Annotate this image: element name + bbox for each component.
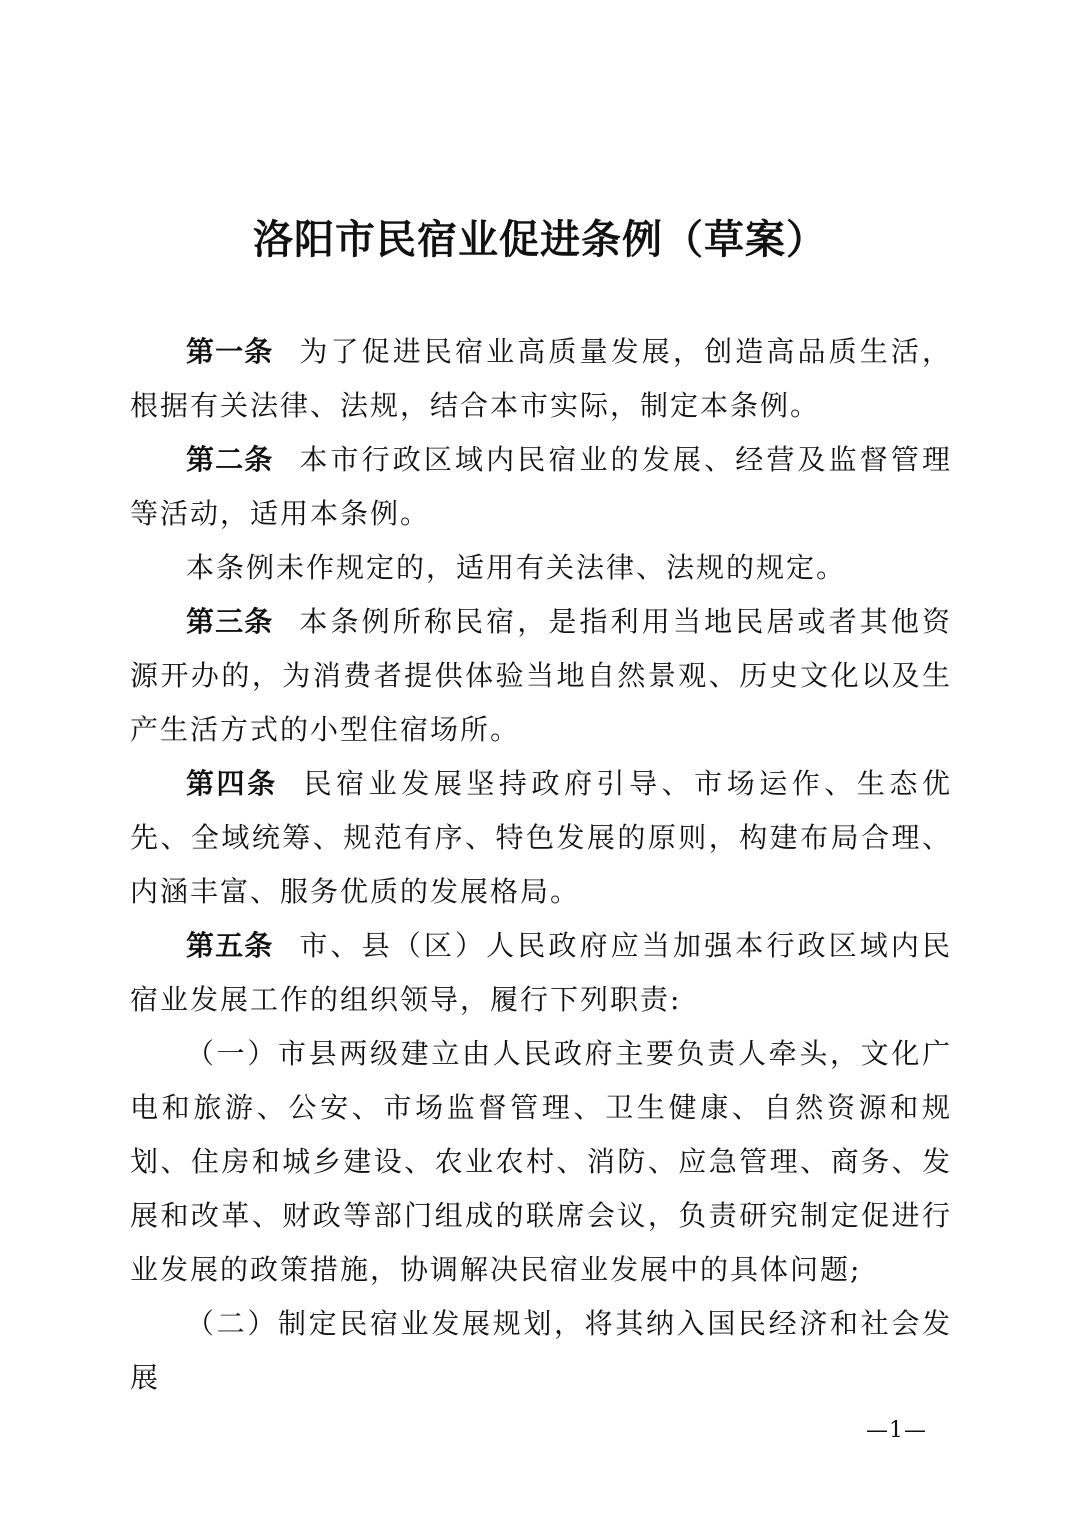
page-title: 洛阳市民宿业促进条例（草案） bbox=[253, 217, 827, 263]
article-3 bbox=[130, 595, 952, 757]
article-heading: 第二条 bbox=[186, 443, 274, 476]
article-heading: 第一条 bbox=[186, 335, 274, 368]
article-text: 本条例未作规定的，适用有关法律、法规的规定。 bbox=[186, 551, 847, 584]
article-1 bbox=[130, 325, 952, 433]
article-text: 本条例所称民宿，是指利用当地民居或者其他资源开办的，为消费者提供体验当地自然景观、历史文化以及生产生活方式的小型住宿场所。 bbox=[130, 605, 952, 746]
article-5 bbox=[130, 919, 952, 1027]
article-2-clause bbox=[130, 541, 952, 595]
article-heading: 第三条 bbox=[186, 605, 274, 638]
article-text: 为了促进民宿业高质量发展，创造高品质生活，根据有关法律、法规，结合本市实际，制定本条例。 bbox=[130, 335, 952, 422]
article-5-item-2 bbox=[130, 1297, 952, 1405]
article-text: （二）制定民宿业发展规划，将其纳入国民经济和社会发展 bbox=[130, 1307, 952, 1394]
article-5-item-1 bbox=[130, 1027, 952, 1297]
article-text: （一）市县两级建立由人民政府主要负责人牵头，文化广电和旅游、公安、市场监督管理、卫生健康、自然资源和规划、住房和城乡建设、农业农村、消防、应急管理、商务、发展和改革、财政等部门组成的联席会议，负责研究制定促进行业发展的政策措施，协调解决民宿业发展中的具体问题; bbox=[130, 1037, 952, 1286]
article-4 bbox=[130, 757, 952, 919]
article-2 bbox=[130, 433, 952, 541]
page-number: —1— bbox=[866, 1418, 927, 1443]
article-text: 本市行政区域内民宿业的发展、经营及监督管理等活动，适用本条例。 bbox=[130, 443, 952, 530]
document-body bbox=[130, 325, 952, 1405]
article-text: 民宿业发展坚持政府引导、市场运作、生态优先、全域统筹、规范有序、特色发展的原则，构建布局合理、内涵丰富、服务优质的发展格局。 bbox=[130, 767, 952, 908]
article-heading: 第四条 bbox=[186, 767, 278, 800]
article-text: 市、县（区）人民政府应当加强本行政区域内民宿业发展工作的组织领导，履行下列职责: bbox=[130, 929, 952, 1016]
article-heading: 第五条 bbox=[186, 929, 274, 962]
